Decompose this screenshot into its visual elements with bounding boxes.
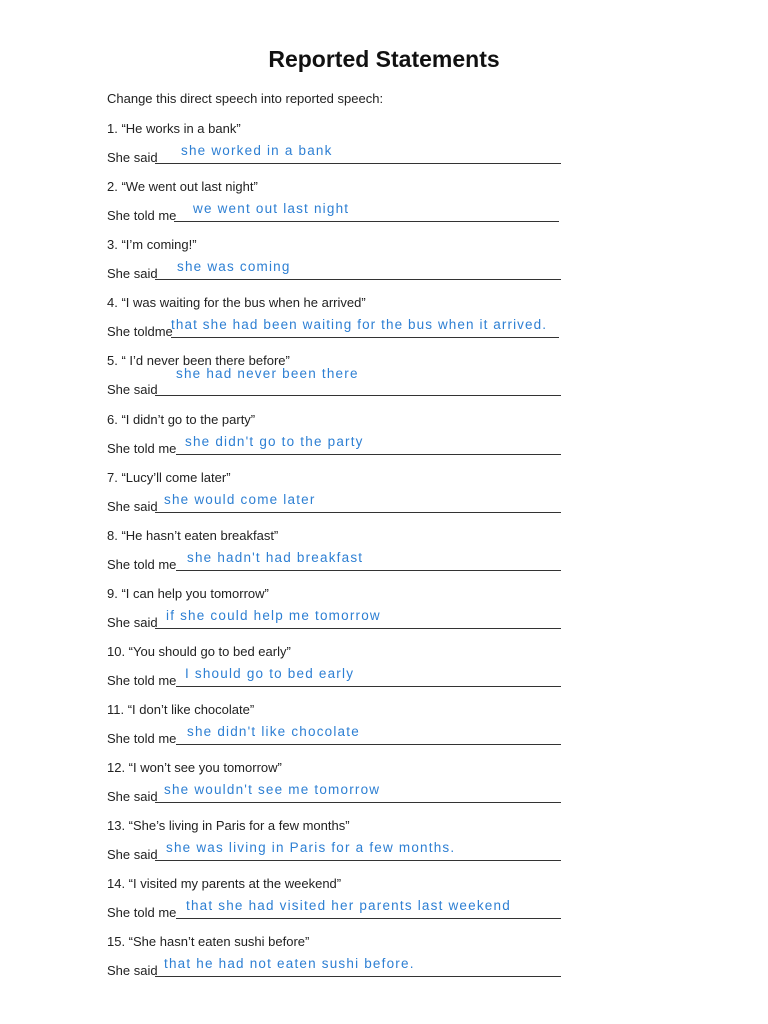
answer-line (155, 512, 561, 513)
answer-line (176, 918, 561, 919)
answer-row (107, 261, 567, 285)
answer-row (107, 552, 567, 576)
direct-speech-prompt: 4. “I was waiting for the bus when he arrived” (107, 295, 366, 310)
answer-line (155, 163, 561, 164)
answer-row (107, 842, 567, 866)
direct-speech-prompt: 6. “I didn’t go to the party” (107, 412, 256, 427)
exercise-item (107, 237, 567, 295)
exercise-item (107, 760, 567, 818)
answer-row (107, 726, 567, 750)
answer-lead: She told me (107, 208, 177, 223)
answer-lead: She said (107, 499, 158, 514)
exercise-item (107, 179, 567, 237)
answer-lead: She told me (107, 731, 177, 746)
instructions: Change this direct speech into reported speech: (107, 91, 384, 106)
exercise-item (107, 934, 567, 992)
answer-line (176, 744, 561, 745)
answer-field[interactable]: I should go to bed early (185, 666, 355, 681)
answer-row (107, 668, 567, 692)
exercise-item (107, 528, 567, 586)
answer-row (107, 784, 567, 808)
answer-row (107, 610, 567, 634)
answer-lead: She told me (107, 441, 177, 456)
answer-field[interactable]: that she had visited her parents last weekend (186, 898, 511, 913)
answer-lead: She said (107, 150, 158, 165)
answer-field[interactable]: she wouldn't see me tomorrow (164, 782, 381, 797)
answer-row (107, 900, 567, 924)
answer-field[interactable]: she had never been there (176, 366, 359, 381)
answer-row (107, 958, 567, 982)
direct-speech-prompt: 11. “I don’t like chocolate” (107, 702, 255, 717)
exercise-item (107, 353, 567, 411)
answer-field[interactable]: she was coming (177, 259, 291, 274)
exercise-item (107, 876, 567, 934)
answer-lead: She said (107, 266, 158, 281)
answer-lead: She said (107, 847, 158, 862)
answer-row (107, 494, 567, 518)
answer-lead: She said (107, 615, 158, 630)
direct-speech-prompt: 15. “She hasn’t eaten sushi before” (107, 934, 310, 949)
answer-lead: She told me (107, 557, 177, 572)
direct-speech-prompt: 5. “ I’d never been there before” (107, 353, 290, 368)
answer-field[interactable]: that she had been waiting for the bus when it arrived. (171, 317, 548, 332)
answer-line (155, 802, 561, 803)
answer-field[interactable]: that he had not eaten sushi before. (164, 956, 415, 971)
direct-speech-prompt: 14. “I visited my parents at the weekend” (107, 876, 342, 891)
page-title: Reported Statements (268, 46, 500, 72)
answer-field[interactable]: she didn't like chocolate (187, 724, 360, 739)
answer-line (176, 454, 561, 455)
answer-row (107, 436, 567, 460)
direct-speech-prompt: 3. “I’m coming!” (107, 237, 197, 252)
exercise-item (107, 121, 567, 179)
answer-row (107, 203, 567, 227)
answer-field[interactable]: she hadn't had breakfast (187, 550, 364, 565)
answer-line (155, 395, 561, 396)
answer-field[interactable]: she would come later (164, 492, 316, 507)
answer-lead: She told me (107, 905, 177, 920)
answer-row (107, 366, 567, 401)
exercise-item (107, 818, 567, 876)
answer-line (155, 976, 561, 977)
answer-lead: She said (107, 382, 158, 397)
answer-field[interactable]: if she could help me tomorrow (166, 608, 381, 623)
direct-speech-prompt: 8. “He hasn’t eaten breakfast” (107, 528, 279, 543)
answer-field[interactable]: we went out last night (193, 201, 350, 216)
answer-line (155, 279, 561, 280)
direct-speech-prompt: 9. “I can help you tomorrow” (107, 586, 269, 601)
exercise-item (107, 412, 567, 470)
answer-line (174, 221, 559, 222)
answer-line (176, 570, 561, 571)
exercise-item (107, 470, 567, 528)
answer-field[interactable]: she worked in a bank (181, 143, 333, 158)
answer-line (176, 686, 561, 687)
answer-row (107, 145, 567, 169)
answer-lead: She said (107, 789, 158, 804)
answer-lead: She told me (107, 673, 177, 688)
answer-lead: She said (107, 963, 158, 978)
exercise-item (107, 295, 567, 353)
exercise-item (107, 702, 567, 760)
answer-line (155, 628, 561, 629)
answer-field[interactable]: she was living in Paris for a few months. (166, 840, 456, 855)
exercise-item (107, 644, 567, 702)
direct-speech-prompt: 7. “Lucy’ll come later” (107, 470, 231, 485)
answer-row (107, 319, 567, 343)
direct-speech-prompt: 1. “He works in a bank” (107, 121, 241, 136)
exercise-item (107, 586, 567, 644)
answer-line (155, 860, 561, 861)
direct-speech-prompt: 13. “She’s living in Paris for a few months” (107, 818, 350, 833)
answer-line (171, 337, 559, 338)
answer-lead: She toldme (107, 324, 173, 339)
direct-speech-prompt: 10. “You should go to bed early” (107, 644, 291, 659)
direct-speech-prompt: 2. “We went out last night” (107, 179, 258, 194)
direct-speech-prompt: 12. “I won’t see you tomorrow” (107, 760, 282, 775)
answer-field[interactable]: she didn't go to the party (185, 434, 364, 449)
